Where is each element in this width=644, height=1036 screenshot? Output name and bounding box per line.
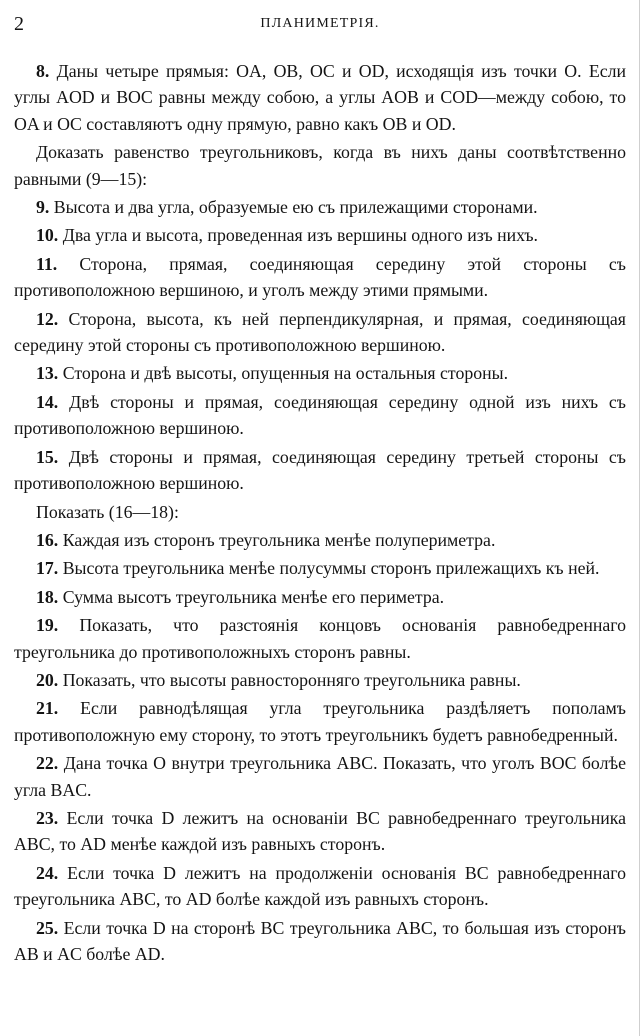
problem-text: Если точка D лежитъ на продолженіи основанія BC равнобедреннаго треугольника ABC, то AD болѣе каждой изъ равныхъ сторонъ. <box>14 862 626 910</box>
problem-item <box>14 360 626 386</box>
problem-text: Высота треугольника менѣе полусуммы сторонъ прилежащихъ къ ней. <box>62 558 600 579</box>
problem-item <box>14 667 626 693</box>
problem-text: Каждая изъ сторонъ треугольника менѣе полупериметра. <box>62 529 496 550</box>
problem-text: Показать, что высоты равносторонняго треугольника равны. <box>62 669 521 690</box>
problem-number: 12. <box>36 308 59 329</box>
problem-text: Сторона, высота, къ ней перпендикулярная, и прямая, соединяющая середину этой стороны съ противоположною вершиною. <box>14 308 626 356</box>
problem-number: 17. <box>36 558 59 579</box>
problem-item <box>14 695 626 748</box>
problem-number: 23. <box>36 807 59 828</box>
problem-number: 14. <box>36 391 59 412</box>
section-intro <box>14 499 626 525</box>
problem-text: Показать, что разстоянія концовъ основанія равнобедреннаго треугольника до противоположныхъ сторонъ равны. <box>14 615 626 662</box>
problem-item <box>14 612 626 665</box>
problem-text: Сумма высотъ треугольника менѣе его периметра. <box>62 586 445 607</box>
problem-item <box>14 860 626 913</box>
problem-item <box>14 750 626 803</box>
book-page <box>14 12 626 42</box>
problem-number: 10. <box>36 225 59 246</box>
problem-item <box>14 194 626 220</box>
problem-item <box>14 251 626 304</box>
problem-number: 18. <box>36 586 59 607</box>
problem-text: Двѣ стороны и прямая, соединяющая середину одной изъ нихъ съ противоположною вершиною. <box>14 391 627 439</box>
problem-text: Если равнодѣлящая угла треугольника раздѣляетъ пополамъ противоположную ему сторону, то этотъ треугольникъ будетъ равнобедренный. <box>14 698 627 745</box>
problem-text: Высота и два угла, образуемые ею съ прилежащими сторонами. <box>53 197 538 218</box>
problem-number: 9. <box>36 197 50 218</box>
problem-text: Дана точка O внутри треугольника ABC. Показать, что уголъ BOC болѣе угла BAC. <box>14 753 627 800</box>
problem-number: 15. <box>36 446 59 467</box>
problem-text: Сторона, прямая, соединяющая середину этой стороны съ противоположною вершиною, и уголъ между этими прямыми. <box>14 253 627 301</box>
running-title: ПЛАНИМЕТРІЯ. <box>260 16 380 31</box>
problem-number: 22. <box>36 753 59 774</box>
problem-number: 16. <box>36 529 59 550</box>
problem-item <box>14 555 626 581</box>
problem-text: Двѣ стороны и прямая, соединяющая середину третьей стороны съ противоположною вершиною. <box>14 446 626 494</box>
problem-item <box>14 915 626 968</box>
problem-list <box>14 58 626 969</box>
problem-item <box>14 306 626 359</box>
problem-item <box>14 527 626 553</box>
problem-text: Сторона и двѣ высоты, опущенныя на остальныя стороны. <box>62 363 509 384</box>
problem-item <box>14 58 626 137</box>
problem-text: Если точка D на сторонѣ BC треугольника ABC, то большая изъ сторонъ AB и AC болѣе AD. <box>14 917 627 964</box>
problem-number: 19. <box>36 615 59 636</box>
problem-text: Доказать равенство треугольниковъ, когда въ нихъ даны соотвѣтственно равными (9—15): <box>14 142 626 189</box>
problem-item <box>14 584 626 610</box>
problem-text: Даны четыре прямыя: OA, OB, OC и OD, исходящія изъ точки O. Если углы AOD и BOC равны между собою, а углы AOB и COD—между собою, то OA и OC составляютъ одну прямую, равно какъ OB и OD. <box>14 61 626 134</box>
problem-number: 11. <box>36 253 58 274</box>
problem-number: 20. <box>36 669 59 690</box>
page-header <box>14 12 626 42</box>
problem-item <box>14 805 626 858</box>
problem-text: Два угла и высота, проведенная изъ вершины одного изъ нихъ. <box>62 225 539 246</box>
problem-number: 8. <box>36 61 50 81</box>
problem-number: 24. <box>36 862 59 883</box>
problem-number: 13. <box>36 363 59 384</box>
page-right-edge <box>639 0 640 1036</box>
problem-text: Показать (16—18): <box>36 501 179 522</box>
problem-item <box>14 222 626 248</box>
problem-number: 25. <box>36 917 59 938</box>
problem-text: Если точка D лежитъ на основаніи BC равнобедреннаго треугольника ABC, то AD менѣе каждой изъ равныхъ сторонъ. <box>14 807 626 855</box>
page-number: 2 <box>14 13 24 35</box>
section-intro <box>14 139 626 192</box>
problem-item <box>14 444 626 497</box>
problem-number: 21. <box>36 698 59 719</box>
problem-item <box>14 389 626 442</box>
